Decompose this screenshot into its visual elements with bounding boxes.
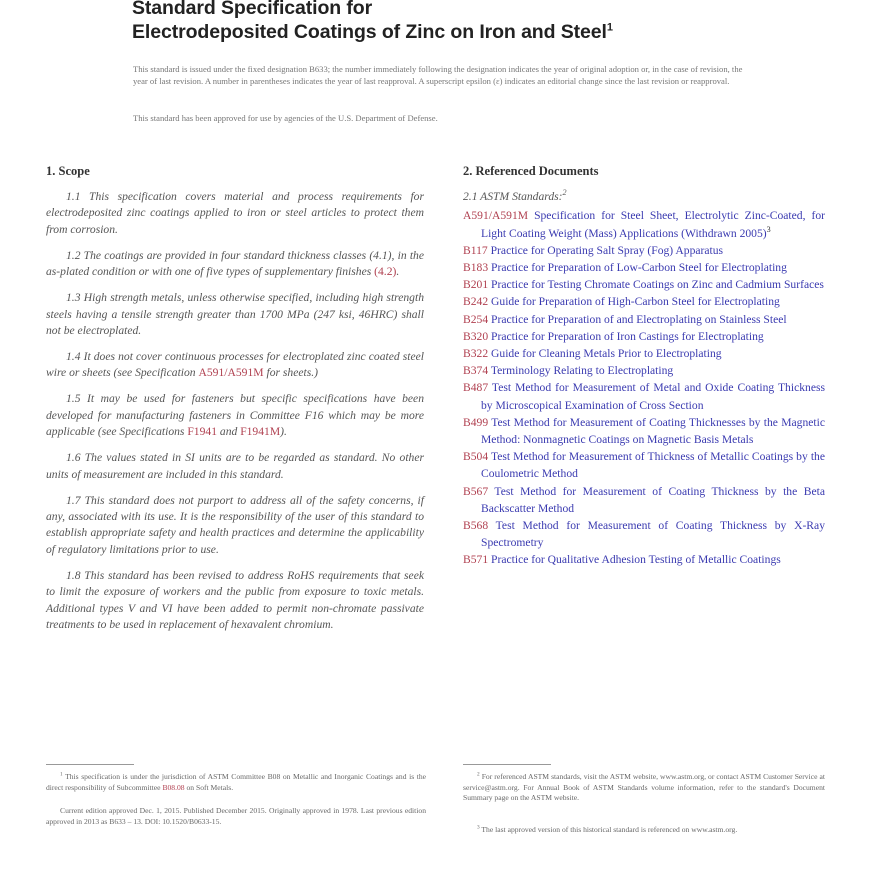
ref-code[interactable]: B568 xyxy=(463,519,489,533)
para-text: 1.3 High strength metals, unless otherwise specified, including high strength steels having a tensile strength greater than 1700 MPa (247 ksi, 46HRC) shall not be electroplated. xyxy=(46,291,424,338)
references-heading: 2. Referenced Documents xyxy=(463,164,599,178)
title-footnote-mark: 1 xyxy=(606,21,613,34)
title-line-2 xyxy=(132,20,832,44)
para-text: 1.4 It does not cover continuous processes for electroplated zinc coated steel wire or sheets (see Specification xyxy=(46,350,424,380)
ref-code[interactable]: A591/A591M xyxy=(463,209,529,223)
scope-para-1-3 xyxy=(46,290,424,339)
para-text: 1.8 This standard has been revised to address RoHS requirements that seek to limit the exposure of workers and the public from exposure to toxic metals. Additional types V and VI have been added to permit non-chromate passivate treatments to be used in replacement of hexavalent chromium. xyxy=(46,568,424,632)
ref-code[interactable]: B183 xyxy=(463,261,489,275)
ref-item[interactable] xyxy=(463,414,825,448)
ref-code[interactable]: B571 xyxy=(463,553,489,567)
para-text: 1.6 The values stated in SI units are to be regarded as standard. No other units of measurement are included in this standard. xyxy=(46,451,424,481)
footnote-edition: Current edition approved Dec. 1, 2015. Published December 2015. Originally approved in 1978. Last previous edition approved in 2013 as B633 – 13. DOI: 10.1520/B0633-15. xyxy=(46,806,426,826)
section-link[interactable]: (4.2) xyxy=(374,265,397,279)
footnote-jurisdiction xyxy=(46,772,426,793)
footnote-mark: 3 xyxy=(766,224,771,234)
ref-code[interactable]: B504 xyxy=(463,450,489,464)
footnote-mark: 1 xyxy=(60,771,63,778)
ref-item[interactable] xyxy=(463,328,825,345)
ref-item[interactable] xyxy=(463,448,825,482)
ref-code[interactable]: B117 xyxy=(463,243,488,257)
referenced-documents-section xyxy=(463,163,825,569)
ref-item[interactable] xyxy=(463,259,825,276)
ref-title[interactable]: Guide for Cleaning Metals Prior to Electroplating xyxy=(491,347,722,361)
scope-para-1-6 xyxy=(46,450,424,483)
title-line-1: Standard Specification for xyxy=(132,0,373,19)
footnote-historical xyxy=(463,825,825,836)
ref-title[interactable]: Test Method for Measurement of Coating Thickness by the Beta Backscatter Method xyxy=(481,484,825,515)
ref-item[interactable] xyxy=(463,345,825,362)
title-block xyxy=(132,0,832,44)
ref-title[interactable]: Practice for Operating Salt Spray (Fog) Apparatus xyxy=(490,243,724,257)
spec-link-f1941[interactable]: F1941 xyxy=(187,425,217,439)
para-text: 1.1 This specification covers material and process requirements for electrodeposited zinc coatings applied to iron or steel articles to protect them from corrosion. xyxy=(46,190,424,236)
scope-para-1-2 xyxy=(46,248,424,281)
ref-title[interactable]: Practice for Preparation of and Electroplating on Stainless Steel xyxy=(491,312,787,326)
ref-item[interactable] xyxy=(463,483,825,517)
ref-code[interactable]: B254 xyxy=(463,312,489,326)
title-text: Electrodeposited Coatings of Zinc on Iron and Steel xyxy=(132,21,607,43)
ref-title[interactable]: Test Method for Measurement of Coating Thicknesses by the Magnetic Method: Nonmagnetic Coatings on Magnetic Basis Metals xyxy=(481,415,825,447)
subcommittee-link[interactable]: B08.08 xyxy=(162,782,185,792)
para-text-tail: ). xyxy=(280,425,287,439)
ref-item[interactable] xyxy=(463,551,825,568)
footnote-text-tail: on Soft Metals. xyxy=(186,782,234,792)
ref-title[interactable]: Specification for Steel Sheet, Electrolytic Zinc-Coated, for Light Coating Weight (Mass) Applications (Withdrawn 2005) xyxy=(481,209,825,240)
para-text: 1.2 The coatings are provided in four standard thickness classes (4.1), in the as-plated condition or with one of five types of supplementary finishes xyxy=(46,248,424,279)
ref-item[interactable] xyxy=(463,379,825,413)
ref-item[interactable] xyxy=(463,311,825,328)
footnote-mark: 2 xyxy=(477,771,480,778)
ref-item[interactable] xyxy=(463,293,825,310)
scope-heading: 1. Scope xyxy=(46,164,90,178)
footnote-text: The last approved version of this historical standard is referenced on www.astm.org. xyxy=(481,825,738,834)
scope-para-1-4 xyxy=(46,349,424,382)
spec-link-f1941m[interactable]: F1941M xyxy=(240,425,281,439)
spec-link-a591[interactable]: A591/A591M xyxy=(198,366,264,380)
ref-title[interactable]: Practice for Preparation of Low-Carbon Steel for Electroplating xyxy=(491,261,787,275)
ref-item[interactable] xyxy=(463,517,825,551)
ref-code[interactable]: B499 xyxy=(463,415,489,429)
ref-code[interactable]: B487 xyxy=(463,381,489,395)
ref-title[interactable]: Terminology Relating to Electroplating xyxy=(490,364,674,378)
ref-code[interactable]: B567 xyxy=(463,484,489,498)
ref-code[interactable]: B242 xyxy=(463,295,489,309)
ref-title[interactable]: Test Method for Measurement of Coating Thickness by X-Ray Spectrometry xyxy=(481,519,825,550)
ref-item[interactable] xyxy=(463,276,825,293)
scope-para-1-7 xyxy=(46,493,424,559)
astm-standards-label xyxy=(463,189,825,205)
scope-para-1-8 xyxy=(46,568,424,634)
ref-code[interactable]: B374 xyxy=(463,364,489,378)
scope-para-1-1 xyxy=(46,189,424,238)
ref-code[interactable]: B322 xyxy=(463,347,489,361)
footnote-astm-website xyxy=(463,772,825,804)
footnote-divider-right xyxy=(463,764,551,765)
footnote-mark: 3 xyxy=(477,824,480,831)
label-text: 2.1 ASTM Standards: xyxy=(463,190,563,203)
para-text: 1.7 This standard does not purport to address all of the safety concerns, if any, associated with its use. It is the responsibility of the user of this standard to establish appropriate safety and health practices and determine the applicability of regulatory limitations prior to use. xyxy=(46,493,424,556)
scope-section xyxy=(46,163,424,643)
para-text-tail: for sheets.) xyxy=(263,366,318,380)
footnote-text: For referenced ASTM standards, visit the ASTM website, www.astm.org, or contact ASTM Customer Service at service@astm.org. For Annual Book of ASTM Standards volume information, refer to the standard's Document Summary page on the ASTM website. xyxy=(463,772,825,803)
ref-title[interactable]: Test Method for Measurement of Metal and Oxide Coating Thickness by Microscopical Examination of Cross Section xyxy=(481,381,825,412)
ref-item[interactable] xyxy=(463,362,825,379)
ref-item[interactable] xyxy=(463,242,825,259)
para-text-mid: and xyxy=(217,425,241,439)
footnote-divider-left xyxy=(46,764,134,765)
ref-title[interactable]: Test Method for Measurement of Thickness of Metallic Coatings by the Coulometric Method xyxy=(481,450,825,481)
issuance-note: This standard is issued under the fixed designation B633; the number immediately following the designation indicates the year of original adoption or, in the case of revision, the year of last revision. A number in parentheses indicates the year of last reapproval. A superscript epsilon (ε) indicates an editorial change since the last revision or reapproval. xyxy=(133,64,743,86)
para-text-tail: . xyxy=(396,265,400,279)
scope-para-1-5 xyxy=(46,391,424,440)
ref-title[interactable]: Practice for Testing Chromate Coatings on Zinc and Cadmium Surfaces xyxy=(491,278,824,292)
dod-approval-note: This standard has been approved for use by agencies of the U.S. Department of Defense. xyxy=(133,113,438,123)
ref-title[interactable]: Practice for Preparation of Iron Castings for Electroplating xyxy=(491,329,764,343)
ref-title[interactable]: Practice for Qualitative Adhesion Testing of Metallic Coatings xyxy=(491,553,781,567)
ref-code[interactable]: B201 xyxy=(463,278,489,292)
para-text: 1.5 It may be used for fasteners but specific specifications have been developed for manufacturing fasteners in Committee F16 which may be more applicable (see Specifications xyxy=(46,392,424,439)
footnote-text: This specification is under the jurisdiction of ASTM Committee B08 on Metallic and Inorganic Coatings and is the direct responsibility of Subcommittee xyxy=(46,772,427,792)
ref-title[interactable]: Guide for Preparation of High-Carbon Steel for Electroplating xyxy=(491,295,780,309)
ref-item[interactable] xyxy=(463,207,825,241)
ref-code[interactable]: B320 xyxy=(463,329,489,343)
footnote-mark: 2 xyxy=(562,188,567,198)
